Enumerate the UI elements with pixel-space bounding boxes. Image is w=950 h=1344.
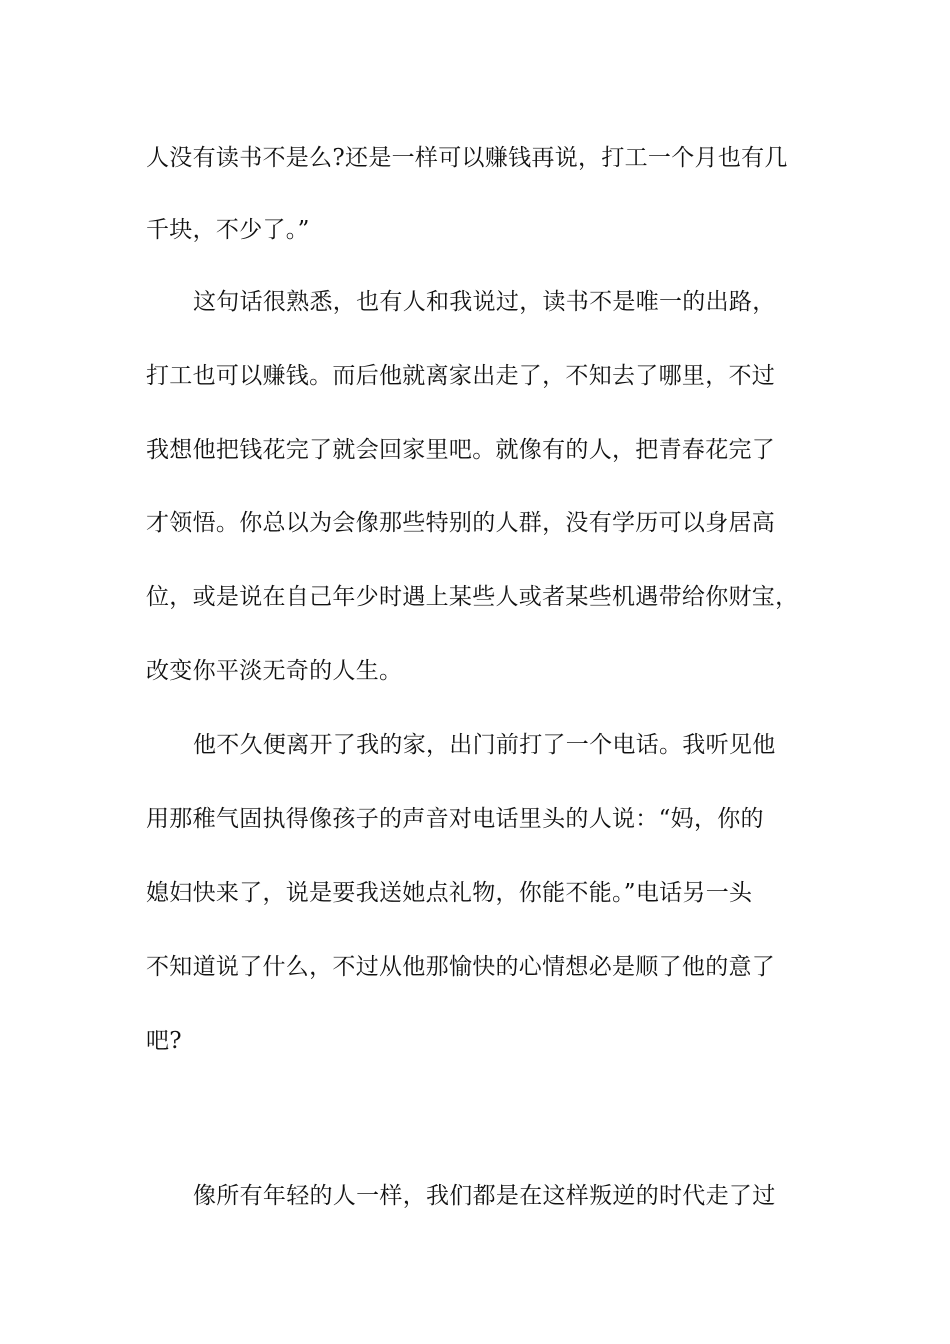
paragraph-start-line: 这句话很熟悉，也有人和我说过，读书不是唯一的出路， bbox=[193, 289, 776, 315]
text-line: 用那稚气固执得像孩子的声音对电话里头的人说：“妈，你的 bbox=[146, 806, 764, 832]
text-line: 才领悟。你总以为会像那些特别的人群，没有学历可以身居高 bbox=[146, 510, 776, 536]
text-line: 改变你平淡无奇的人生。 bbox=[146, 658, 403, 684]
text-line: 打工也可以赚钱。而后他就离家出走了，不知去了哪里，不过 bbox=[146, 363, 776, 389]
text-line: 位，或是说在自己年少时遇上某些人或者某些机遇带给你财宝， bbox=[146, 584, 799, 610]
text-line: 人没有读书不是么?还是一样可以赚钱再说，打工一个月也有几 bbox=[146, 145, 788, 171]
paragraph-start-line: 他不久便离开了我的家，出门前打了一个电话。我听见他 bbox=[193, 732, 776, 758]
paragraph-start-line: 像所有年轻的人一样，我们都是在这样叛逆的时代走了过 bbox=[193, 1183, 776, 1209]
text-line: 吧? bbox=[146, 1028, 182, 1054]
text-line: 千块，不少了。” bbox=[146, 217, 310, 243]
text-line: 媳妇快来了，说是要我送她点礼物，你能不能。”电话另一头 bbox=[146, 880, 753, 906]
text-line: 我想他把钱花完了就会回家里吧。就像有的人，把青春花完了 bbox=[146, 437, 776, 463]
text-line: 不知道说了什么，不过从他那愉快的心情想必是顺了他的意了 bbox=[146, 954, 776, 980]
